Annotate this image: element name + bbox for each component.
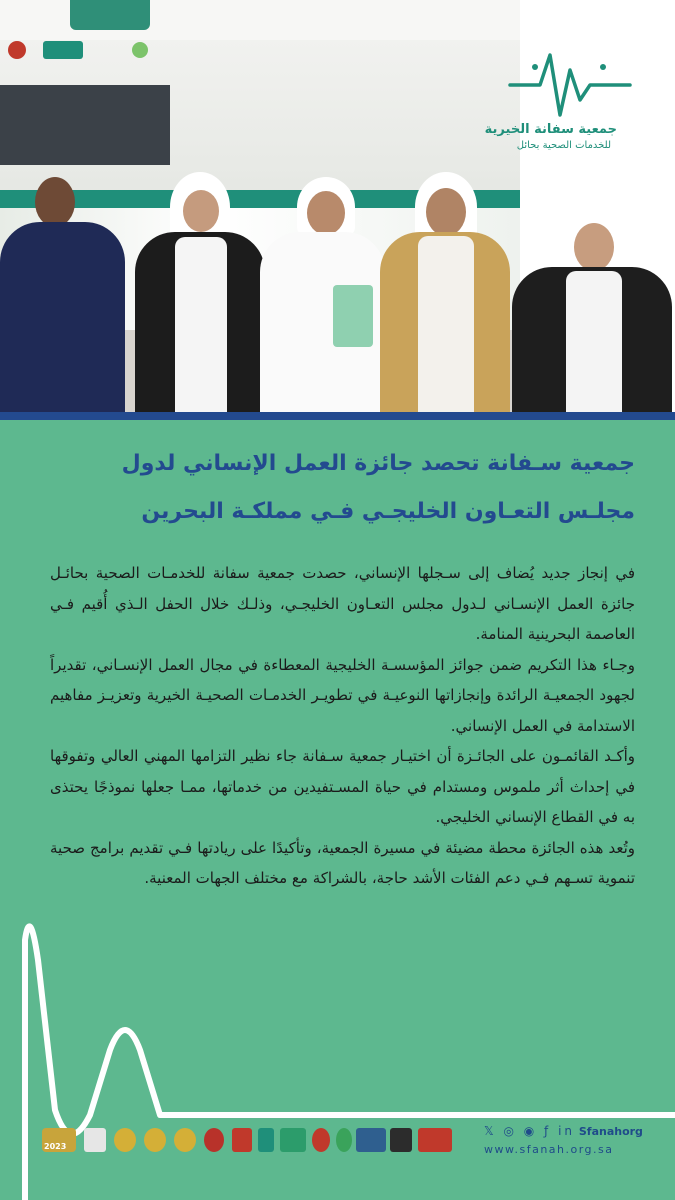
person-figure xyxy=(255,177,385,412)
social-icons[interactable]: 𝕏 ◎ ◉ ƒ in xyxy=(484,1124,576,1138)
person-figure xyxy=(380,172,510,412)
person-figure xyxy=(0,172,130,412)
paragraph: في إنجاز جديد يُضاف إلى سـجلها الإنساني، حصدت جمعية سفانة للخدمـات الصحية بحائـل جائزة العمل الإنسـاني لـدول مجلس التعـاون الخليجـي، وذلـك خلال الحفل الـذي أُقيم فـي العاصمة البحرينية المنامة. xyxy=(50,564,635,643)
article-title xyxy=(30,440,635,536)
paragraph: وأكـد القائمـون على الجائـزة أن اختيـار جمعية سـفانة جاء نظير التزامها المهني العالي وتفوقها في إحداث أثر ملموس ومستدام في حياة المسـتفيدين من خدماتها، ممـا جعلها نموذجًا يحتذى به في القطاع الإنساني الخليجي. xyxy=(50,747,635,826)
org-name: جمعية سفانة الخيرية xyxy=(484,122,617,137)
title-line: جمعية سـفانة تحصد جائزة العمل الإنساني لدول xyxy=(121,451,635,476)
sponsor-logos xyxy=(5,35,165,65)
social-links xyxy=(484,1124,643,1138)
award-year: 2023 xyxy=(44,1142,67,1151)
paragraph: وتُعد هذه الجائزة محطة مضيئة في مسيرة الجمعية، وتأكيدًا على ريادتها فـي تقديم برامج صحية تنموية تسـهم فـي دعم الفئات الأشد حاجة، بالشراكة مع مختلف الجهات المعنية. xyxy=(50,838,635,887)
website-link[interactable]: www.sfanah.org.sa xyxy=(484,1143,614,1156)
header-area xyxy=(0,0,675,420)
person-figure xyxy=(512,205,672,417)
screen-panel xyxy=(0,85,170,165)
accent-band xyxy=(0,412,675,420)
paragraph: وجـاء هذا التكريم ضمن جوائز المؤسسـة الخليجية المعطاءة في مجال العمل الإنسـاني، تقديراً لجهود الجمعيـة الرائدة وإنجازاتها النوعيـة في تطويـر الخدمـات الصحيـة الخيرية وتعزيـز مفاهيم الاستدامة في العمل الإنساني. xyxy=(50,655,635,735)
article-body xyxy=(50,558,635,894)
social-handle[interactable]: Sfanahorg xyxy=(578,1125,643,1138)
accreditation-logos xyxy=(42,1128,462,1156)
org-subtitle: للخدمات الصحية بحائل xyxy=(516,140,611,151)
person-figure xyxy=(135,172,265,412)
sfanah-logo xyxy=(505,45,635,155)
title-line: مجلـس التعـاون الخليجـي فـي مملكـة البحرين xyxy=(141,499,635,524)
